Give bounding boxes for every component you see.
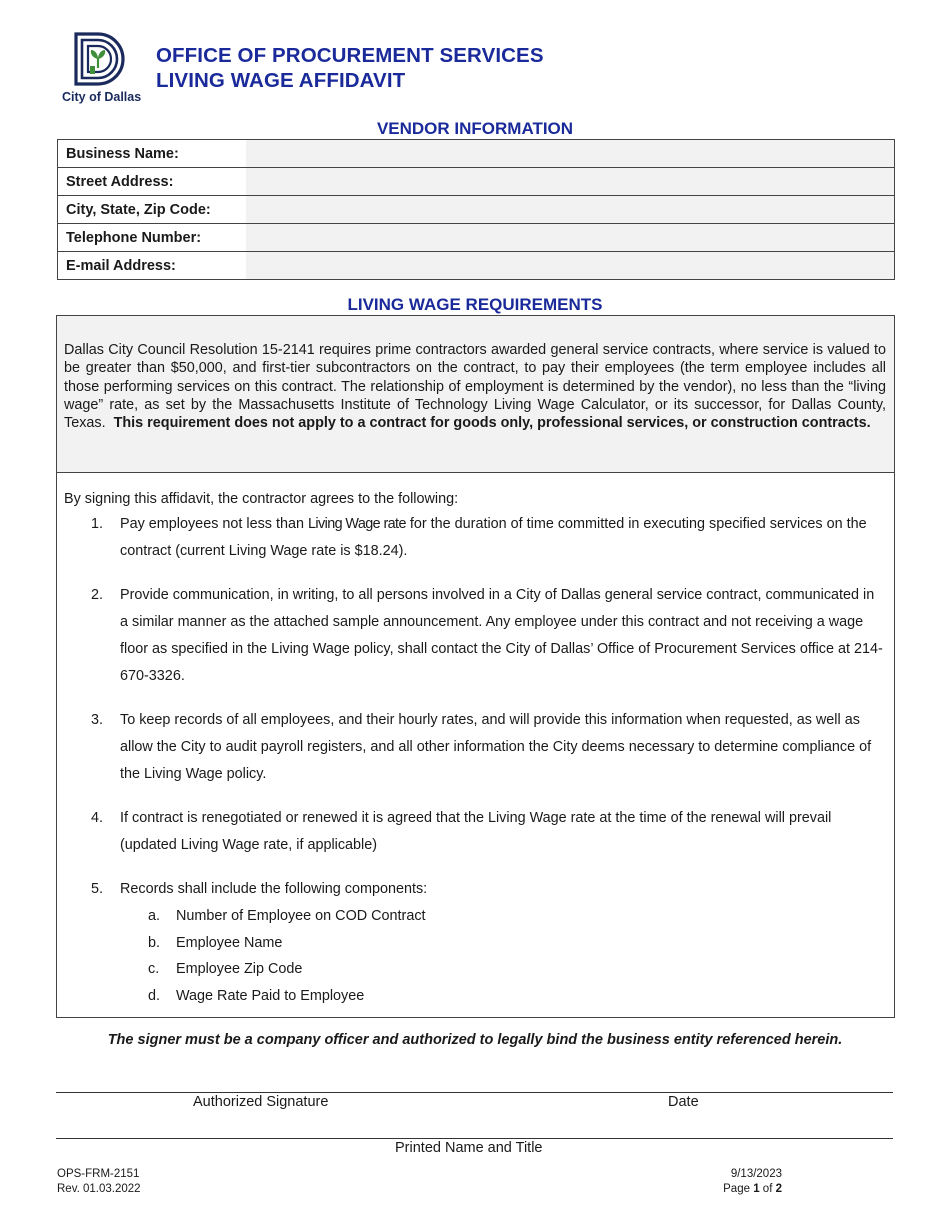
business-name-label: Business Name: [58, 140, 246, 168]
telephone-number-field[interactable] [246, 224, 895, 252]
authorized-signature-label: Authorized Signature [193, 1094, 329, 1110]
vendor-row-email [58, 252, 895, 280]
business-name-field[interactable] [246, 140, 895, 168]
list-item [64, 805, 886, 859]
sub-list-text: Wage Rate Paid to Employee [176, 988, 365, 1005]
vendor-row-street-address [58, 168, 895, 196]
sub-list-letter: d. [148, 988, 161, 1005]
page-number: 1 [753, 1183, 760, 1195]
intro-text: Dallas City Council Resolution 15-2141 requires prime contractors awarded general service contracts, where service is valued to be greater than $50,000, and first-tier subcontractors on the contract, to pay their employees (the term employee includes all those performing services on this contract. The relationship of employment is determined by the vendor), no less than the “living wage” rate, as set by the Massachusetts Institute of Technology Living Wage Calculator, or its successor, for Dallas County, Texas. [64, 342, 886, 432]
list-number: 4. [91, 810, 104, 826]
street-address-label: Street Address: [58, 168, 246, 196]
email-address-field[interactable] [246, 252, 895, 280]
dallas-d-icon [72, 30, 128, 88]
list-item-text: To keep records of all employees, and their hourly rates, and will provide this information when requested, as well as allow the City to audit payroll registers, and all other information the City deems necessary to determine compliance of the Living Wage policy. [120, 712, 872, 782]
list-item [64, 876, 886, 903]
authorized-signature-line[interactable] [56, 1092, 893, 1093]
sub-list-letter: b. [148, 934, 161, 951]
telephone-number-label: Telephone Number: [58, 224, 246, 252]
living-wage-requirements-heading: LIVING WAGE REQUIREMENTS [347, 295, 603, 314]
sub-list-text: Employee Zip Code [176, 961, 303, 978]
sub-list-item [64, 903, 886, 930]
list-item-text: for the duration of time committed in executing specified services on the contract (current Living Wage rate is $18.24). [120, 516, 867, 559]
list-item [64, 582, 886, 690]
city-state-zip-label: City, State, Zip Code: [58, 196, 246, 224]
list-item-text: Records shall include the following components: [120, 881, 428, 897]
of-word: of [762, 1183, 773, 1195]
city-of-dallas-logo [60, 30, 144, 106]
city-state-zip-field[interactable] [246, 196, 895, 224]
vendor-row-telephone [58, 224, 895, 252]
title-line-2: LIVING WAGE AFFIDAVIT [156, 69, 406, 92]
agreement-lead-in: By signing this affidavit, the contractor agrees to the following: [64, 491, 459, 507]
street-address-field[interactable] [246, 168, 895, 196]
sub-list-text: Employee Name [176, 934, 283, 951]
sub-list-text: Number of Employee on COD Contract [176, 908, 426, 924]
signer-note: The signer must be a company officer and authorized to legally bind the business entity referenced herein. [107, 1032, 843, 1048]
requirements-intro [57, 316, 894, 473]
requirements-box [56, 315, 895, 1018]
list-item [64, 707, 886, 788]
sub-list-letter: c. [148, 961, 160, 978]
sub-list-item [64, 930, 886, 957]
vendor-information-table [57, 139, 895, 280]
vendor-row-business-name [58, 140, 895, 168]
list-number: 3. [91, 712, 104, 728]
footer-date: 9/13/2023 [730, 1168, 782, 1180]
page-indicator [723, 1182, 782, 1197]
logo-caption: City of Dallas [62, 90, 142, 104]
title-line-1: OFFICE OF PROCUREMENT SERVICES [156, 44, 544, 67]
list-item [64, 511, 886, 565]
page-word: Page [723, 1183, 750, 1195]
list-item-text: Provide communication, in writing, to all persons involved in a City of Dallas general service contract, communicated in a similar manner as the attached sample announcement. Any employee under this contract and not receiving a wage floor as specified in the Living Wage policy, shall contact the City of Dallas’ Office of Procurement Services office at 214-670-3326. [120, 587, 883, 684]
list-item-text-narrow: Living Wage rate [308, 516, 406, 532]
agreement-list [57, 473, 894, 1010]
email-address-label: E-mail Address: [58, 252, 246, 280]
list-item-text: Pay employees not less than [120, 516, 308, 532]
page-total: 2 [775, 1183, 782, 1195]
list-number: 5. [91, 881, 104, 897]
date-label: Date [668, 1094, 699, 1110]
printed-name-line[interactable] [56, 1138, 893, 1139]
footer-form-info [57, 1167, 141, 1197]
list-item-text: If contract is renegotiated or renewed it is agreed that the Living Wage rate at the time of the renewal will prevail (updated Living Wage rate, if applicable) [120, 810, 832, 853]
page-title [156, 43, 544, 93]
sub-list-item [64, 956, 886, 983]
sub-list-item [64, 983, 886, 1010]
vendor-information-heading: VENDOR INFORMATION [376, 119, 574, 138]
sub-list-letter: a. [148, 908, 161, 924]
printed-name-title-label: Printed Name and Title [395, 1140, 543, 1156]
list-number: 1. [91, 516, 104, 532]
intro-bold-text: This requirement does not apply to a contract for goods only, professional services, or construction contracts. [113, 415, 871, 432]
vendor-row-city-state-zip [58, 196, 895, 224]
form-revision: Rev. 01.03.2022 [57, 1183, 141, 1195]
list-number: 2. [91, 587, 104, 603]
form-id: OPS-FRM-2151 [57, 1168, 140, 1180]
footer-page-info [723, 1167, 782, 1197]
